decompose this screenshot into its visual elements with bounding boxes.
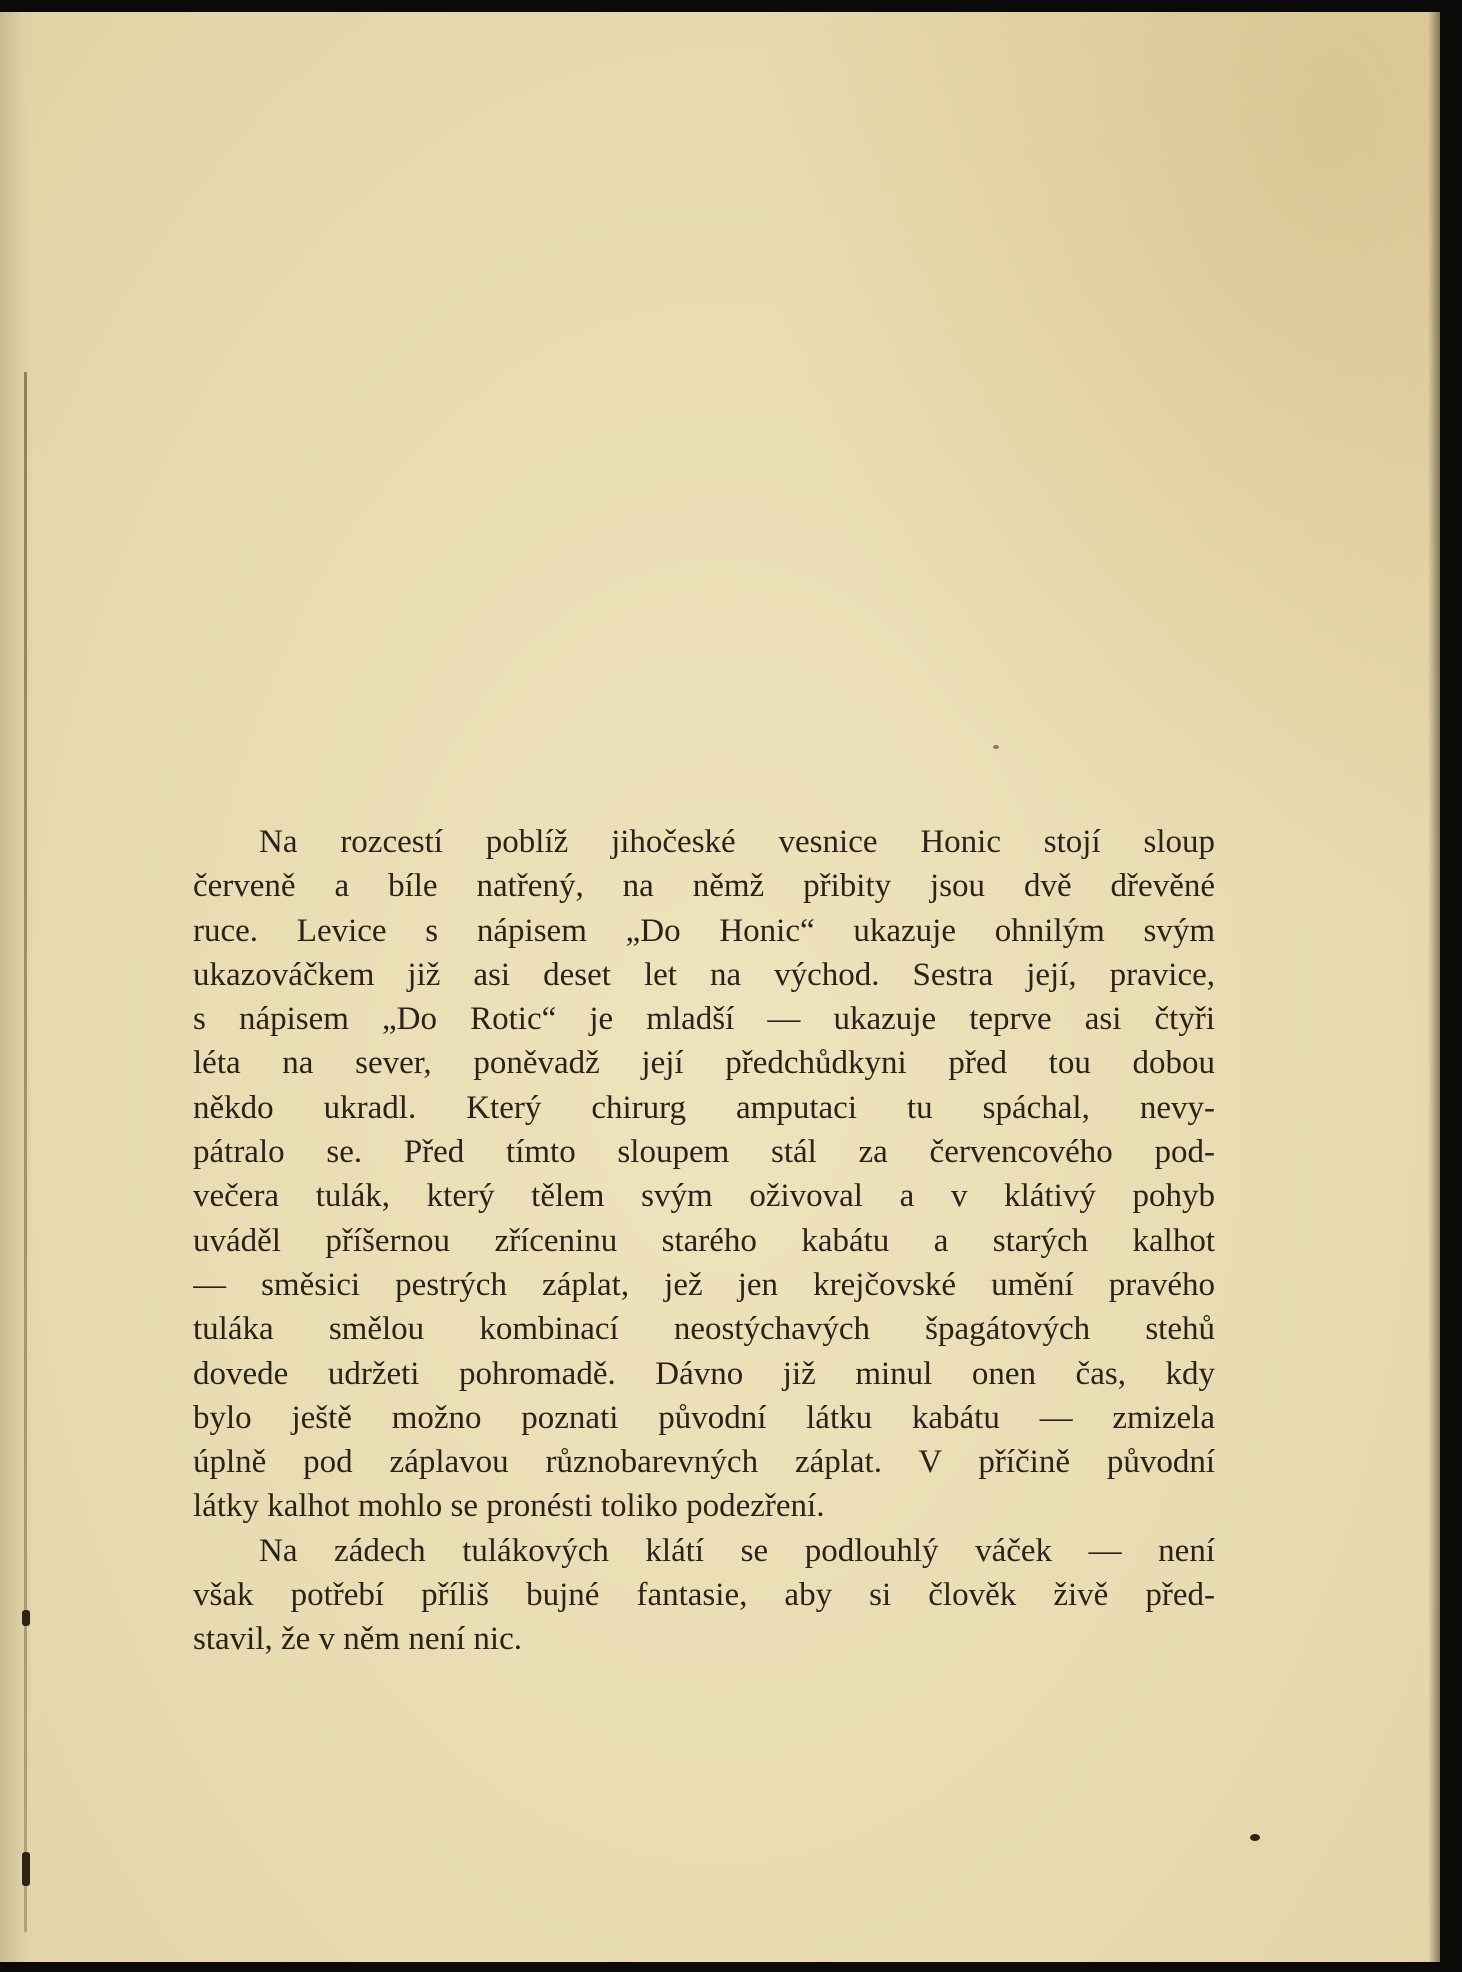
text-line: však potřebí příliš bujné fantasie, aby si člověk živě před- <box>193 1577 1215 1614</box>
text-line: — směsici pestrých záplat, jež jen krejčovské umění pravého <box>193 1266 1215 1303</box>
text-line: někdo ukradl. Který chirurg amputaci tu spáchal, nevy- <box>193 1089 1215 1126</box>
text-line: červeně a bíle natřený, na němž přibity jsou dvě dřevěné <box>193 868 1215 905</box>
paragraph-1 <box>193 820 1215 1529</box>
binding-crease <box>24 372 27 1932</box>
text-line: Na rozcestí poblíž jihočeské vesnice Honic stojí sloup <box>259 824 1215 860</box>
page-binding-edge <box>0 12 34 1962</box>
ink-speck <box>1250 1834 1260 1841</box>
text-line: látky kalhot mohlo se pronésti toliko podezření. <box>193 1488 825 1525</box>
page-right-shadow <box>1428 12 1440 1962</box>
binding-mark <box>22 1852 30 1886</box>
text-line: Na zádech tulákových klátí se podlouhlý váček — není <box>259 1532 1215 1569</box>
text-line: úplně pod záplavou různobarevných záplat. V příčině původní <box>193 1444 1215 1481</box>
text-line: stavil, že v něm není nic. <box>193 1621 522 1658</box>
text-line: léta na sever, poněvadž její předchůdkyni před tou dobou <box>193 1045 1215 1082</box>
text-line: bylo ještě možno poznati původní látku kabátu — zmizela <box>193 1399 1215 1436</box>
text-line: dovede udržeti pohromadě. Dávno již minul onen čas, kdy <box>193 1355 1215 1392</box>
body-text <box>193 820 1215 1662</box>
text-line: pátralo se. Před tímto sloupem stál za červencového pod- <box>193 1134 1215 1171</box>
binding-mark <box>22 1610 30 1626</box>
text-line: večera tulák, který tělem svým oživoval a v klátivý pohyb <box>193 1178 1215 1215</box>
book-page <box>0 12 1440 1962</box>
paragraph-2 <box>193 1529 1215 1662</box>
ink-speck <box>993 745 999 749</box>
text-line: tuláka smělou kombinací neostýchavých špagátových stehů <box>193 1311 1215 1348</box>
text-line: ukazováčkem již asi deset let na východ. Sestra její, pravice, <box>193 956 1215 993</box>
text-line: ruce. Levice s nápisem „Do Honic“ ukazuje ohnilým svým <box>193 912 1215 949</box>
text-line: s nápisem „Do Rotic“ je mladší — ukazuje teprve asi čtyři <box>193 1001 1215 1038</box>
text-line: uváděl příšernou zříceninu starého kabátu a starých kalhot <box>193 1222 1215 1259</box>
